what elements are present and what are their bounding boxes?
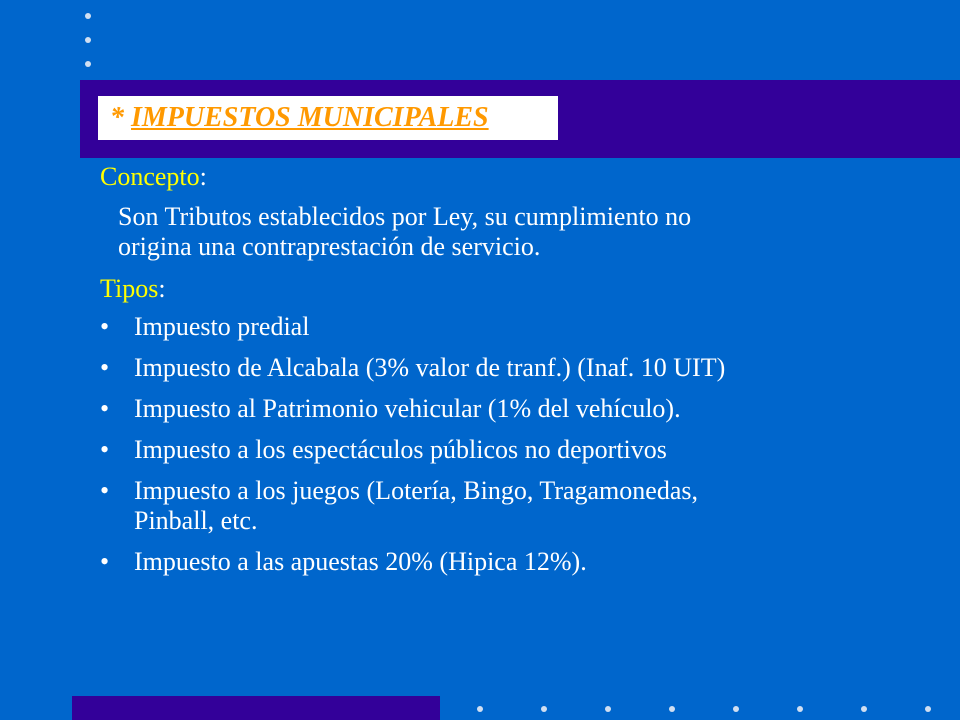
decorative-dot — [861, 706, 867, 712]
list-item-text: Impuesto a los espectáculos públicos no deportivos — [134, 435, 667, 464]
bullet-icon: • — [100, 547, 110, 576]
bullet-icon: • — [100, 394, 110, 423]
list-item-text: Impuesto al Patrimonio vehicular (1% del vehículo). — [134, 394, 681, 423]
bullet-icon: • — [100, 312, 110, 341]
slide-content — [100, 162, 930, 588]
decorative-dot — [477, 706, 483, 712]
slide-title — [98, 96, 558, 140]
list-item — [100, 312, 930, 342]
concepto-colon: : — [199, 162, 207, 191]
decorative-dot — [85, 61, 91, 67]
list-item — [100, 353, 930, 383]
decorative-dot — [85, 37, 91, 43]
concepto-line-2: origina una contraprestación de servicio. — [118, 232, 541, 261]
tipos-heading — [100, 274, 930, 304]
concepto-definition — [100, 202, 930, 262]
tipos-label: Tipos — [100, 274, 159, 303]
decorative-dot — [797, 706, 803, 712]
bullet-icon: • — [100, 353, 110, 382]
decorative-dot — [925, 706, 931, 712]
decorative-dot — [669, 706, 675, 712]
tipos-list — [100, 312, 930, 577]
decorative-dot — [85, 13, 91, 19]
list-item-text-continued: Pinball, etc. — [134, 506, 258, 535]
list-item-text: Impuesto predial — [134, 312, 310, 341]
tipos-colon: : — [158, 274, 166, 303]
concepto-label: Concepto — [100, 162, 200, 191]
decorative-dot — [605, 706, 611, 712]
title-text: IMPUESTOS MUNICIPALES — [131, 102, 489, 133]
list-item-text: Impuesto de Alcabala (3% valor de tranf.) (Inaf. 10 UIT) — [134, 353, 726, 382]
list-item — [100, 547, 930, 577]
bottom-decorative-bar — [72, 696, 440, 720]
list-item — [100, 435, 930, 465]
bullet-icon: • — [100, 435, 110, 464]
list-item — [100, 394, 930, 424]
list-item — [100, 476, 930, 536]
bullet-icon: • — [100, 476, 110, 505]
list-item-text: Impuesto a los juegos (Lotería, Bingo, Tragamonedas, — [134, 476, 698, 505]
decorative-dot — [733, 706, 739, 712]
list-item-text: Impuesto a las apuestas 20% (Hipica 12%). — [134, 547, 587, 576]
title-prefix: * — [110, 102, 131, 133]
concepto-heading — [100, 162, 930, 192]
concepto-line-1: Son Tributos establecidos por Ley, su cumplimiento no — [118, 202, 692, 231]
decorative-dot — [541, 706, 547, 712]
